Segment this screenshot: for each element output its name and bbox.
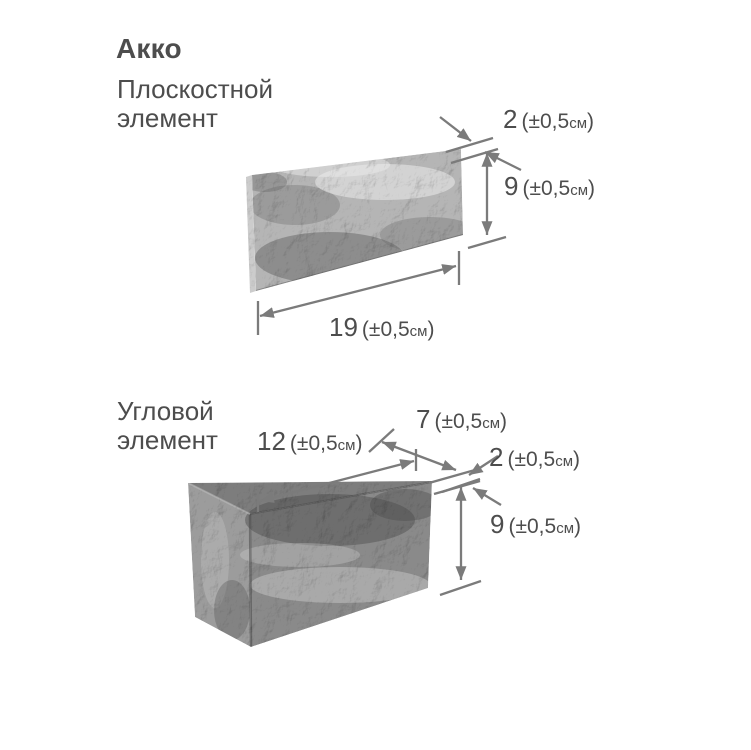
corner-height-label: 9 (±0,5см) [490, 509, 581, 539]
stone-shadow-patch [370, 489, 440, 521]
stone-shadow-patch [380, 217, 480, 253]
stone-highlight-patch [250, 567, 430, 603]
height-extension-tick [440, 581, 481, 595]
page-title: Акко [116, 33, 182, 64]
thickness-edge-line [429, 470, 475, 483]
flat-element-label [117, 75, 273, 133]
flat-height-label: 9 (±0,5см) [504, 171, 595, 201]
stone-highlight-patch [270, 153, 390, 177]
corner-element-image [188, 480, 440, 647]
corner-element-label-line2: элемент [117, 425, 218, 455]
corner-thickness-label: 2 (±0,5см) [489, 442, 580, 472]
corner-fold-edge [250, 514, 251, 647]
thickness-leader-arrow [473, 488, 501, 505]
flat-length-label: 19 (±0,5см) [329, 312, 435, 342]
stone-shadow-patch [214, 580, 250, 640]
stone-highlight-patch [240, 543, 360, 567]
corner-length-label: 12 (±0,5см) [257, 426, 363, 456]
height-extension-tick [468, 237, 506, 248]
corner-element-label [117, 397, 218, 455]
corner-element-label-line1: Угловой [117, 396, 214, 426]
corner-depth-label: 7 (±0,5см) [416, 404, 507, 434]
flat-element-label-line1: Плоскостной [117, 74, 273, 104]
thickness-leader-arrow [440, 117, 471, 141]
flat-thickness-label: 2 (±0,5см) [503, 104, 594, 134]
depth-extension-tick [369, 429, 394, 452]
thickness-leader-arrow [485, 152, 521, 170]
flat-element-label-line2: элемент [117, 103, 218, 133]
flat-element-image [243, 149, 480, 293]
